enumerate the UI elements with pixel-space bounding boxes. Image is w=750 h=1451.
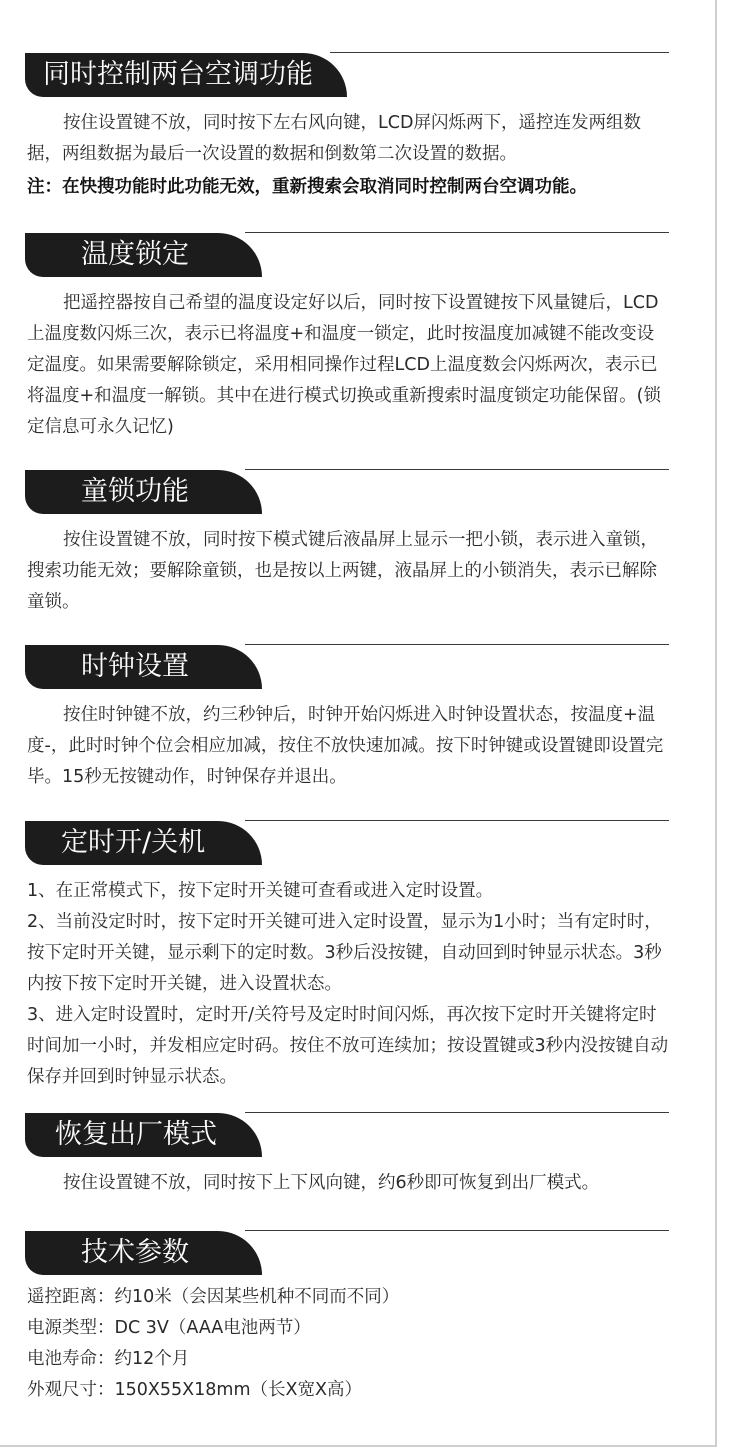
header-rule bbox=[245, 1230, 669, 1231]
list-item: 2、当前没定时时，按下定时开关键可进入定时设置，显示为1小时；当有定时时，按下定时开关键，显示剩下的定时数。3秒后没按键，自动回到时钟显示状态。3秒内按下按下定时开关键，进入设置状态。 bbox=[27, 912, 662, 994]
section-child-lock bbox=[0, 467, 717, 618]
section-header bbox=[0, 230, 717, 280]
paragraph: 按住设置键不放，同时按下上下风向键，约6秒即可恢复到出厂模式。 bbox=[63, 1173, 600, 1193]
section-title: 时钟设置 bbox=[25, 645, 262, 689]
note: 注：在快搜功能时此功能无效，重新搜索会取消同时控制两台空调功能。 bbox=[27, 177, 587, 197]
section-title: 温度锁定 bbox=[25, 233, 262, 277]
section-header bbox=[0, 1228, 717, 1278]
paragraph: 按住设置键不放，同时按下左右风向键，LCD屏闪烁两下，遥控连发两组数据，两组数据为最后一次设置的数据和倒数第二次设置的数据。 bbox=[27, 113, 641, 164]
section-dual-control bbox=[0, 50, 717, 203]
section-title: 技术参数 bbox=[25, 1231, 262, 1275]
spec-power: 电源类型：DC 3V（AAA电池两节） bbox=[27, 1318, 311, 1338]
section-header bbox=[0, 642, 717, 692]
section-body bbox=[27, 525, 669, 618]
section-temperature-lock bbox=[0, 230, 717, 443]
header-rule bbox=[330, 52, 669, 53]
section-title: 童锁功能 bbox=[25, 470, 262, 514]
paragraph: 按住设置键不放，同时按下模式键后液晶屏上显示一把小锁，表示进入童锁，搜索功能无效；要解除童锁，也是按以上两键，液晶屏上的小锁消失，表示已解除童锁。 bbox=[27, 530, 658, 612]
section-clock-setting bbox=[0, 642, 717, 793]
header-rule bbox=[245, 644, 669, 645]
section-body bbox=[27, 108, 669, 203]
section-body bbox=[27, 1168, 669, 1199]
section-timer-on-off bbox=[0, 818, 717, 1093]
spec-dimensions: 外观尺寸：150X55X18mm（长X宽X高） bbox=[27, 1380, 362, 1400]
section-header bbox=[0, 818, 717, 868]
section-specifications bbox=[0, 1228, 717, 1406]
section-body bbox=[27, 700, 669, 793]
spec-range: 遥控距离：约10米（会因某些机种不同而不同） bbox=[27, 1287, 400, 1307]
header-rule bbox=[245, 820, 669, 821]
list-item: 1、在正常模式下，按下定时开关键可查看或进入定时设置。 bbox=[27, 881, 494, 901]
section-header bbox=[0, 1110, 717, 1160]
section-title: 同时控制两台空调功能 bbox=[25, 53, 347, 97]
paragraph: 按住时钟键不放，约三秒钟后，时钟开始闪烁进入时钟设置状态，按温度+温度-，此时时钟个位会相应加减，按住不放快速加减。按下时钟键或设置键即设置完毕。15秒无按键动作，时钟保存并退出。 bbox=[27, 705, 664, 787]
header-rule bbox=[245, 232, 669, 233]
section-factory-reset bbox=[0, 1110, 717, 1199]
header-rule bbox=[245, 469, 669, 470]
list-item: 3、进入定时设置时，定时开/关符号及定时时间闪烁，再次按下定时开关键将定时时间加一小时，并发相应定时码。按住不放可连续加；按设置键或3秒内没按键自动保存并回到时钟显示状态。 bbox=[27, 1005, 669, 1087]
section-body bbox=[27, 288, 669, 443]
section-title: 恢复出厂模式 bbox=[25, 1113, 262, 1157]
section-header bbox=[0, 467, 717, 517]
section-title: 定时开/关机 bbox=[25, 821, 262, 865]
spec-battery-life: 电池寿命：约12个月 bbox=[27, 1349, 190, 1369]
paragraph: 把遥控器按自己希望的温度设定好以后，同时按下设置键按下风量键后，LCD上温度数闪烁三次，表示已将温度+和温度一锁定，此时按温度加减键不能改变设定温度。如果需要解除锁定，采用相同操作过程LCD上温度数会闪烁两次，表示已将温度+和温度一解锁。其中在进行模式切换或重新搜索时温度锁定功能保留。(锁定信息可永久记忆) bbox=[27, 293, 661, 437]
header-rule bbox=[245, 1112, 669, 1113]
section-body bbox=[27, 1282, 669, 1406]
section-header bbox=[0, 50, 717, 100]
section-body bbox=[27, 876, 669, 1093]
